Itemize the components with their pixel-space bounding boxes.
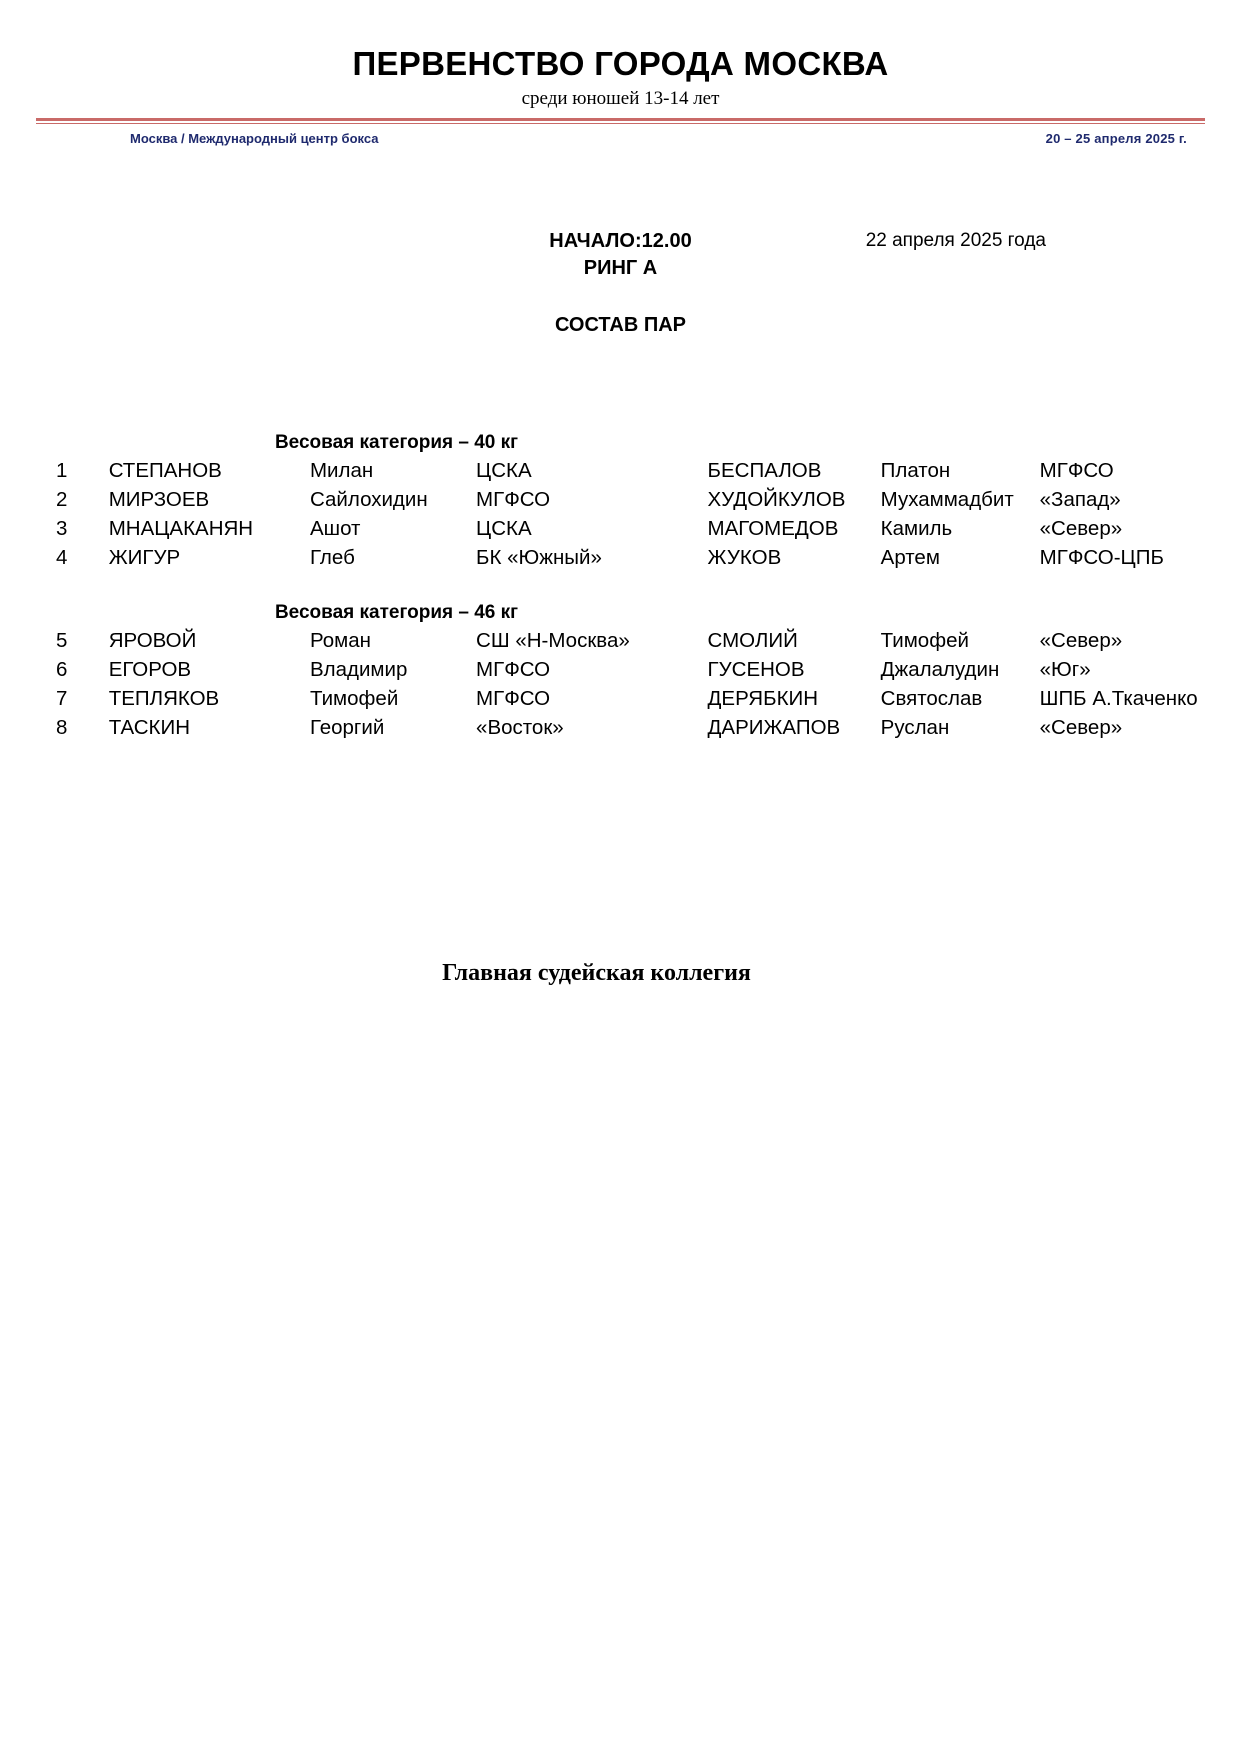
weight-category-heading: Весовая категория – 46 кг [274,602,519,624]
red-club: «Восток» [476,716,564,740]
bout-number: 3 [56,517,68,541]
blue-first-name: Тимофей [880,629,969,653]
table-row [0,684,1241,713]
red-first-name: Милан [309,459,374,483]
page-title: ПЕРВЕНСТВО ГОРОДА МОСКВА [352,45,889,82]
table-row [0,626,1241,655]
red-first-name: Сайлохидин [309,488,428,512]
bout-number: 7 [56,687,68,711]
red-club: МГФСО [476,488,551,512]
blue-first-name: Мухаммадбит [880,488,1014,512]
table-row [0,655,1241,684]
table-row [0,485,1241,514]
venue-location: Москва / Международный центр бокса [130,131,379,147]
session-info-block [0,228,1241,348]
red-club: ЦСКА [476,459,532,483]
bout-number: 4 [56,546,68,570]
red-last-name: МНАЦАКАНЯН [108,517,254,541]
blue-club: МГФСО [1039,459,1114,483]
page-subtitle: среди юношей 13-14 лет [521,88,720,110]
header-divider [0,118,1241,124]
bout-number: 1 [56,459,68,483]
blue-last-name: ХУДОЙКУЛОВ [707,488,846,512]
bout-list [0,432,1241,742]
session-center-info [0,228,1241,282]
blue-club: «Запад» [1039,488,1121,512]
red-first-name: Роман [309,629,371,653]
table-row [0,713,1241,742]
red-club: МГФСО [476,658,551,682]
red-first-name: Ашот [309,517,361,541]
red-first-name: Тимофей [309,687,399,711]
weight-category-block [0,602,1241,742]
red-first-name: Георгий [309,716,385,740]
blue-first-name: Камиль [880,517,953,541]
blue-club: «Север» [1039,517,1123,541]
red-last-name: ЖИГУР [108,546,181,570]
bout-table [0,456,1241,572]
section-title: СОСТАВ ПАР [554,314,686,337]
blue-first-name: Платон [880,459,951,483]
blue-last-name: ДАРИЖАПОВ [707,716,841,740]
blue-first-name: Артем [880,546,940,570]
table-row [0,543,1241,572]
blue-last-name: ГУСЕНОВ [707,658,805,682]
bout-number: 2 [56,488,68,512]
red-last-name: ЯРОВОЙ [108,629,197,653]
weight-category-heading: Весовая категория – 40 кг [274,432,519,454]
table-row [0,514,1241,543]
bout-table [0,626,1241,742]
bout-number: 5 [56,629,68,653]
red-last-name: МИРЗОЕВ [108,488,210,512]
red-last-name: ТЕПЛЯКОВ [108,687,220,711]
ring-label: РИНГ А [583,257,658,280]
divider-line-thick [36,118,1205,121]
event-dates: 20 – 25 апреля 2025 г. [1045,131,1187,147]
divider-line-thin [36,123,1205,124]
red-last-name: ТАСКИН [108,716,191,740]
table-row [0,456,1241,485]
blue-last-name: БЕСПАЛОВ [707,459,822,483]
bout-number: 6 [56,658,68,682]
red-club: ЦСКА [476,517,532,541]
venue-bar [0,124,1241,146]
document-masthead [0,0,1241,146]
blue-last-name: МАГОМЕДОВ [707,517,839,541]
red-last-name: СТЕПАНОВ [108,459,222,483]
weight-category-block [0,432,1241,572]
start-time: НАЧАЛО:12.00 [549,230,692,253]
blue-last-name: ДЕРЯБКИН [707,687,819,711]
blue-first-name: Джалалудин [880,658,1000,682]
blue-first-name: Святослав [880,687,983,711]
blue-club: ШПБ А.Ткаченко [1039,687,1198,711]
blue-club: «Север» [1039,629,1123,653]
red-last-name: ЕГОРОВ [108,658,192,682]
blue-first-name: Руслан [880,716,950,740]
session-date: 22 апреля 2025 года [865,230,1046,252]
red-first-name: Владимир [309,658,408,682]
red-first-name: Глеб [309,546,355,570]
red-club: БК «Южный» [476,546,602,570]
blue-last-name: ЖУКОВ [707,546,782,570]
red-club: СШ «Н-Москва» [476,629,630,653]
blue-club: «Юг» [1039,658,1091,682]
blue-last-name: СМОЛИЙ [707,629,798,653]
bout-number: 8 [56,716,68,740]
signature-line: Главная судейская коллегия [442,960,751,987]
red-club: МГФСО [476,687,551,711]
blue-club: «Север» [1039,716,1123,740]
blue-club: МГФСО-ЦПБ [1039,546,1164,570]
